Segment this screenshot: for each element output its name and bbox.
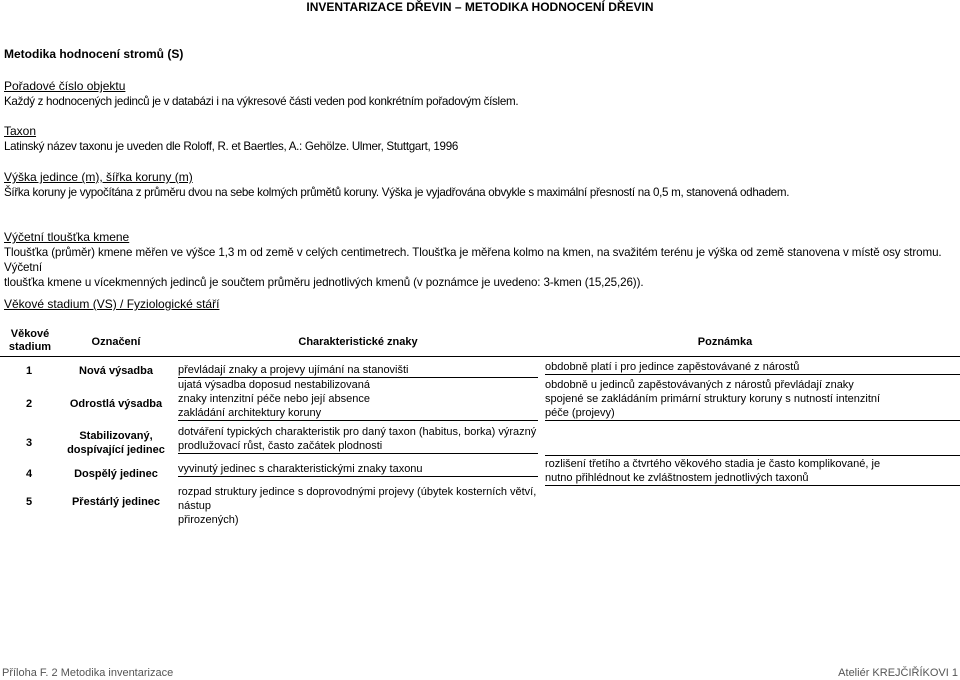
note-line: obdobně platí i pro jedince zapěstovávané z nárostů	[545, 361, 800, 373]
block-text: Tloušťka (průměr) kmene měřen ve výšce 1,3 m od země v celých centimetrech. Tloušťka je měřena kolmo na kmen, na svažitém terénu je výška od země stanovena v místě osy stromu. Výčetní	[4, 246, 942, 274]
block-text: Každý z hodnocených jedinců je v databázi i na výkresové části veden pod konkrétním pořadovým číslem.	[4, 95, 519, 108]
characteristic-line: dotváření typických charakteristik pro daný taxon (habitus, borka) výrazný	[178, 426, 537, 438]
characteristic-line: vyvinutý jedinec s charakteristickými znaky taxonu	[178, 463, 423, 475]
block-taxon	[4, 124, 956, 154]
row-2-label: Odrostlá výsadba	[69, 398, 163, 410]
row-4-characteristics	[178, 462, 538, 477]
block-tloustka	[4, 230, 956, 290]
footer-left: Příloha F. 2 Metodika inventarizace	[2, 667, 174, 679]
section-heading: Metodika hodnocení stromů (S)	[4, 47, 184, 61]
block-text: Šířka koruny je vypočítána z průměru dvou na sebe kolmých průmětů koruny. Výška je vyjadřována obvykle s maximální přesností na 0,5 m, stanovená odhadem.	[4, 186, 790, 199]
characteristic-line: rozpad struktury jedince s doprovodnými projevy (úbytek kosterních větví, nástup	[178, 486, 537, 512]
block-heading: Výška jedince (m), šířka koruny (m)	[4, 170, 193, 184]
row-5-number: 5	[26, 496, 33, 508]
characteristic-line: ujatá výsadba doposud nestabilizovaná	[178, 379, 371, 391]
note-4	[545, 457, 960, 486]
note-line: nutno přihlédnout ke zvláštnostem jednotlivých taxonů	[545, 472, 809, 484]
header-characteristics: Charakteristické znaky	[298, 336, 418, 348]
note-1	[545, 360, 960, 375]
block-vyska	[4, 170, 956, 200]
block-text: Latinský název taxonu je uveden dle Roloff, R. et Baertles, A.: Gehölze. Ulmer, Stuttgart, 1996	[4, 140, 458, 153]
header-label: Označení	[91, 336, 141, 348]
block-vekove-stadium	[4, 297, 956, 312]
characteristic-line: znaky intenzitní péče nebo její absence	[178, 393, 371, 405]
row-3-characteristics	[178, 425, 538, 454]
note-3-divider	[545, 455, 960, 456]
row-3-number: 3	[26, 437, 33, 449]
block-heading: Věkové stadium (VS) / Fyziologické stáří	[4, 297, 220, 311]
row-2-characteristics	[178, 378, 538, 421]
block-heading: Výčetní tloušťka kmene	[4, 230, 130, 244]
header-note: Poznámka	[697, 336, 753, 348]
characteristic-line: přirozených)	[178, 514, 239, 526]
block-heading: Taxon	[4, 124, 37, 138]
block-heading: Pořadové číslo objektu	[4, 79, 126, 93]
row-2-number: 2	[26, 398, 33, 410]
header-divider	[0, 356, 960, 357]
note-line: péče (projevy)	[545, 407, 615, 419]
row-5-characteristics	[178, 485, 538, 527]
page-title: INVENTARIZACE DŘEVIN – METODIKA HODNOCENÍ DŘEVIN	[306, 0, 654, 14]
characteristic-line: zakládání architektury koruny	[178, 407, 322, 419]
row-4-number: 4	[26, 468, 33, 480]
footer-right: Ateliér KREJČIŘÍKOVI 1	[838, 667, 958, 679]
note-line: obdobně u jedinců zapěstovávaných z nárostů převládají znaky	[545, 379, 854, 391]
characteristic-line: převládají znaky a projevy ujímání na stanovišti	[178, 364, 409, 376]
block-text: tloušťka kmene u vícekmenných jedinců je součtem průměru jednotlivých kmenů (v poznámce je uvedeno: 3-kmen (15,25,26)).	[4, 276, 644, 289]
row-4-label: Dospělý jedinec	[74, 468, 158, 480]
block-poradove-cislo	[4, 79, 956, 109]
note-2	[545, 378, 960, 421]
characteristic-line: prodlužovací růst, často začátek plodnosti	[178, 440, 383, 452]
row-3-label: Stabilizovaný, dospívající jedinec	[67, 430, 165, 456]
row-1-label: Nová výsadba	[79, 365, 153, 377]
note-line: rozlišení třetího a čtvrtého věkového stadia je často komplikované, je	[545, 458, 881, 470]
row-1-characteristics	[178, 363, 538, 378]
row-1-number: 1	[26, 365, 33, 377]
header-stage: Věkové stadium	[8, 328, 52, 353]
row-5-label: Přestárlý jedinec	[71, 496, 161, 508]
note-line: spojené se zakládáním primární struktury koruny s nutností intenzitní	[545, 393, 881, 405]
